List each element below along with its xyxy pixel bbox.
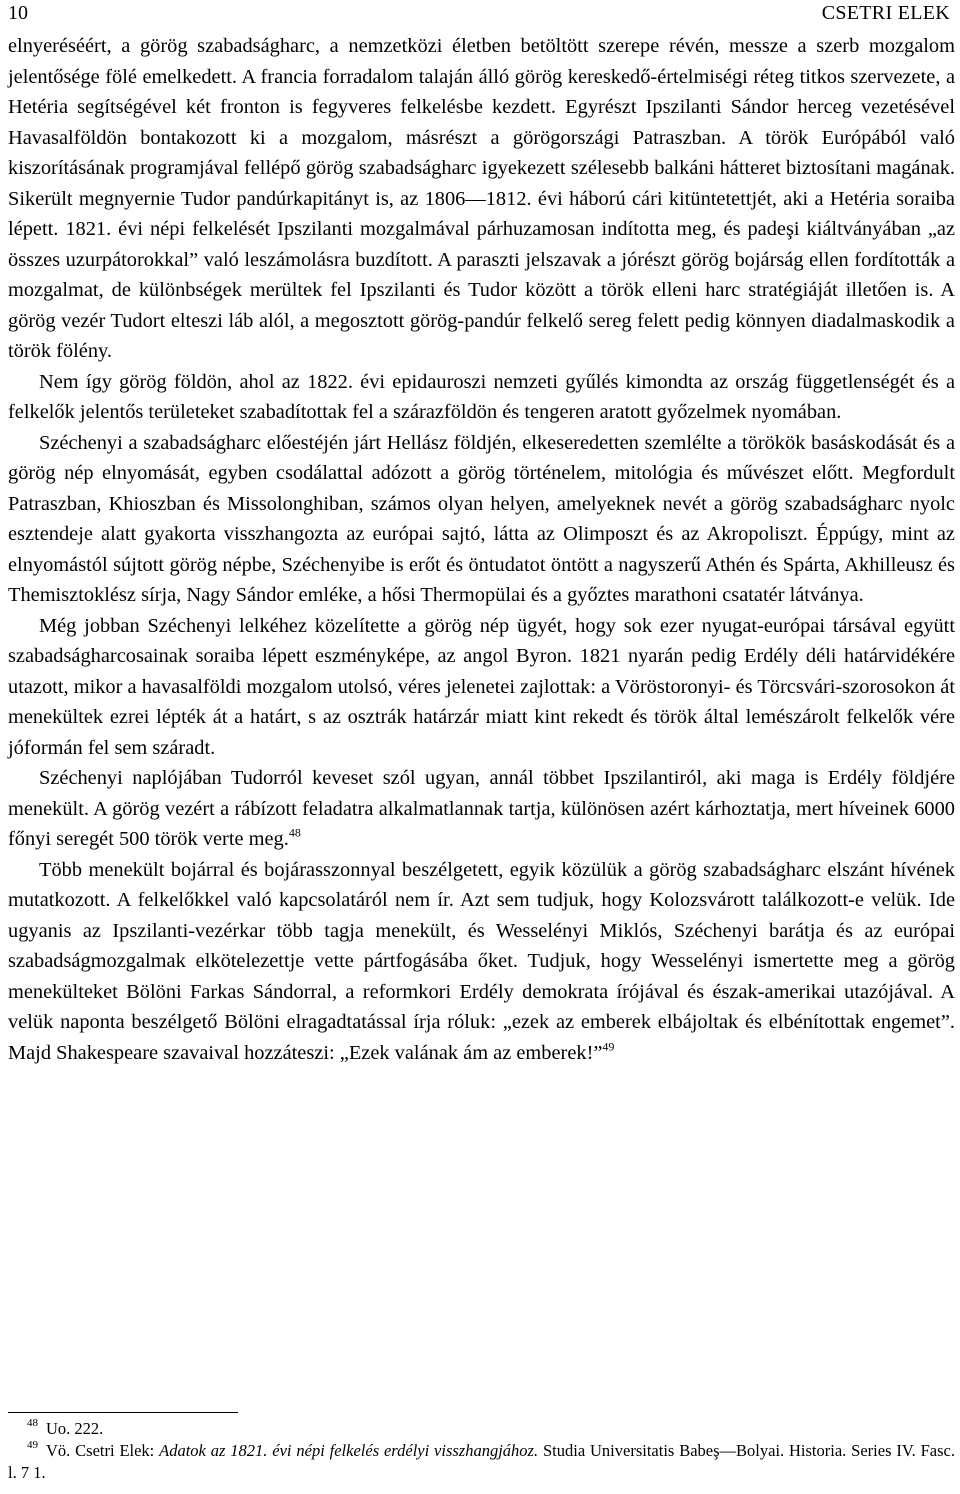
paragraph-text: elnyeréséért, a görög szabadságharc, a nemzetközi életben betöltött szerepe révén, messze a szerb mozgalom jelentősége fölé emelkedett. A francia forradalom talaján álló görög kereskedő-értelmiségi réteg titkos szervezete, a Hetéria segítségével két fronton is fegyveres felkelésbe kezdett. Egyrészt Ipszilanti Sándor herceg vezetésével Havasalföldön bontakozott ki a mozgalom, másrészt a görögországi Patraszban. A török Európából való kiszorításának programjával fellépő görög szabadságharc igyekezett szélesebb balkáni hátteret biztosítani magának. Sikerült megnyernie Tudor pandúrkapitányt is, az 1806—1812. évi háború cári kitüntetettjét, aki a Hetéria soraiba lépett. 1821. évi népi felkelését Ipszilanti mozgalmával párhuzamosan indította meg, és padeşi kiáltványában „az összes uzurpátorokkal” való leszámolásra buzdított. A paraszti jelszavak a jórészt görög bojárság ellen fordították a mozgalmat, de különbségek merültek fel Ipszilanti és Tudor között a török elleni harc stratégiáját illetően is. A görög vezér Tudort elteszi láb alól, a megosztott görög-pandúr felkelő sereg felett pedig könnyen diadalmaskodik a török fölény. (8, 35, 955, 362)
paragraph-text: Széchenyi a szabadságharc előestéjén járt Hellász földjén, elkeseredetten szemlélte a törökök basáskodását és a görög nép elnyomását, egyben csodálattal adózott a görög történelem, mitológia és művészet előtt. Megfordult Patraszban, Khioszban és Missolonghiban, számos olyan helyen, amelyeknek nevét a görög szabadságharc nyolc esztendeje alatt gyakorta visszhangozta az európai sajtó, látta az Olimposzt és az Akropoliszt. Éppúgy, mint az elnyomástól sújtott görög népbe, Széchenyibe is erőt és öntudatot öntött a nagyszerű Athén és Spárta, Akhilleusz és Themisztoklész sírja, Nagy Sándor emléke, a hősi Thermopülai és a győztes marathoni csatatér látványa. (8, 431, 955, 606)
page-header (8, 0, 950, 30)
body-text (8, 31, 955, 1068)
paragraph-text: Több menekült bojárral és bojárasszonnyal beszélgetett, egyik közülük a görög szabadságharc elszánt hívének mutatkozott. A felkelőkkel való kapcsolatáról nem ír. Azt sem tudjuk, hogy Kolozsvárott találkozott-e velük. Ide ugyanis az Ipszilanti-vezérkar több tagja menekült, és Wesselényi Miklós, Széchenyi barátja és az európai szabadságmozgalmak elkötelezettje vette pártfogásába őket. Tudjuk, hogy Wesselényi ismertette meg a görög menekülteket Bölöni Farkas Sándorral, a reformkori Erdély demokrata írójával és észak-amerikai utazójával. A velük naponta beszélgető Bölöni elragadtatással írja róluk: „ezek az emberek elbájoltak és elbénítottak engemet”. Majd Shakespeare szavaival hozzáteszi: „Ezek valának ám az emberek!” (8, 858, 955, 1064)
running-head: CSETRI ELEK (821, 2, 950, 24)
page-number: 10 (8, 2, 28, 24)
paragraph-6 (8, 855, 955, 1069)
paragraph-text: Nem így görög földön, ahol az 1822. évi epidauroszi nemzeti gyűlés kimondta az ország függetlenségét és a felkelők jelentős területeket szabadítottak fel a szárazföldön és tengeren aratott győzelmek nyomában. (8, 370, 955, 423)
footnote-reference[interactable]: 48 (288, 825, 301, 840)
paragraph-5 (8, 763, 955, 855)
footnote-text: Uo. 222. (46, 1419, 104, 1438)
paragraph-2 (8, 367, 955, 428)
footnote-49: 49 Vö. Csetri Elek: Adatok az 1821. évi népi felkelés erdélyi visszhangjához. Studia Universitatis Babeş—Bolyai. Historia. Series IV. Fasc. l. 7 1. (8, 1439, 956, 1482)
footnote-prefix: Vö. Csetri Elek: (46, 1441, 160, 1460)
footnote-reference[interactable]: 49 (602, 1039, 615, 1054)
paragraph-4 (8, 611, 955, 764)
paragraph-3 (8, 428, 955, 611)
footnote-divider (8, 1412, 238, 1413)
footnote-48: 48 Uo. 222. (27, 1417, 104, 1438)
footnotes (8, 1418, 955, 1484)
paragraph-text: Széchenyi naplójában Tudorról keveset szól ugyan, annál többet Ipszilantiról, aki maga is Erdély földjére menekült. A görög vezért a rábízott feladatra alkalmatlannak tartja, különösen azért kárhoztatja, mert híveinek 6000 főnyi seregét 500 török verte meg. (8, 767, 955, 850)
paragraph-1 (8, 31, 955, 367)
footnote-suffix: Studia Universitatis Babeş—Bolyai. Historia. Series IV. Fasc. l. 7 1. (8, 1441, 956, 1482)
footnote-cited-title: Adatok az 1821. évi népi felkelés erdélyi visszhangjához. (159, 1441, 539, 1460)
paragraph-text: Még jobban Széchenyi lelkéhez közelítette a görög nép ügyét, hogy sok ezer nyugat-európai társával együtt szabadságharcosainak soraiba lépett eszményképe, az angol Byron. 1821 nyarán pedig Erdély déli határvidékére utazott, mikor a havasalföldi mozgalom utolsó, véres jelenetei zajlottak: a Vöröstoronyi- és Törcsvári-szorosokon át menekültek ezrei lépték át a határt, s az osztrák határzár miatt kint rekedt és török által lemészárolt felkelők vére jóformán fel sem száradt. (8, 614, 955, 759)
